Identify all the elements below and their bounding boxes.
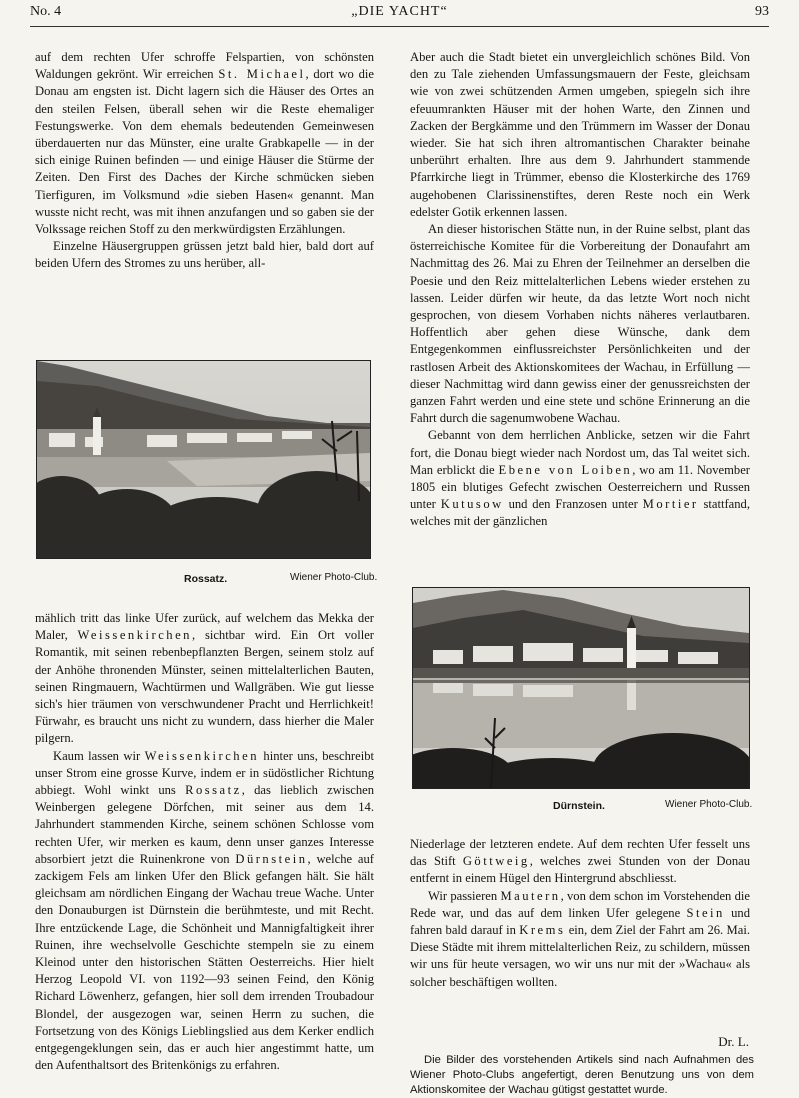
paragraph-text: Kaum lassen wir bbox=[53, 748, 145, 763]
paragraph-text: Einzelne Häusergruppen grüssen jetzt bald hier, bald dort auf beiden Ufern des Stromes zu uns herüber, all- bbox=[35, 239, 374, 271]
place-name: Rossatz bbox=[185, 783, 242, 798]
right-column-top bbox=[410, 49, 750, 531]
place-name: Weissenkirchen bbox=[144, 748, 259, 763]
paragraph bbox=[35, 238, 374, 272]
paragraph bbox=[35, 610, 374, 748]
paragraph-text: , von dem schon im Vorstehenden die Rede war, und das auf dem linken Ufer gelegene bbox=[410, 888, 750, 920]
paragraph-text: stattfand, welches mit der gänzlichen bbox=[410, 497, 750, 529]
place-name: St. Michael bbox=[218, 67, 306, 82]
paragraph-text: Aber auch die Stadt bietet ein unvergleichlich schönes Bild. Von den zu Tale ziehenden Umfassungsmauern der Feste, gleichsam wie von zwei schützenden Armen umgeben, spiegeln sich ihre efeuumrankten Häuser mit der hohen Warte, den Zinnen und Zacken der Bergkämme und den Trümmern im Wasser der Donau wieder. Sie hat sich ihren altromantischen Charakter beinahe unberührt erhalten. Ihre aus dem 9. Jahrhundert stammende Pfarrkirche liegt in Trümmer, ebenso die Klosterkirche des 1769 augehobenen Clarissinenstiftes, deren Reste noch ein Werk edelster Gotik erkennen lassen. bbox=[410, 50, 750, 219]
page-header bbox=[30, 4, 769, 26]
paragraph-text: An dieser historischen Stätte nun, in der Ruine selbst, plant das österreichische Komitee für die Vorbereitung der Donaufahrt am Nachmittag des 26. Mai zu Ehren der Teilnehmer an derselben die Poesie und den Reiz mittelalterlichen Lebens wieder erstehen zu lassen. Leider dürfen wir heute, da das letzte Wort noch nicht gesprochen, von diesem Vorhaben nichts näheres verlautbaren. Hoffentlich aber gehen diese Wünsche, dank dem Entgegenkommen einflussreichster Persönlichkeiten und der rastlosen Arbeit des Aktionskomitees der Wachau, in Erfüllung — dieser Nachmittag wird dann gewiss einer der genussreichsten der ganzen Fahrt werden und eine stete und schöne Erinnerung an die Fahrt durch die sagenumwobene Wachau. bbox=[410, 222, 750, 426]
paragraph-text: , das lieblich zwischen Weinbergen gelegene Dörfchen, mit seiner aus dem 14. Jahrhundert stammenden Kirche, seinem schönen Schlosse vom rechten Ufer, wir merken es kaum, denn unser ganzes Interesse absorbiert jetzt die Ruinenkrone von bbox=[35, 783, 374, 866]
left-column-bottom bbox=[35, 610, 374, 1074]
place-name: Mautern bbox=[500, 888, 561, 903]
photo2-credit: Wiener Photo-Club. bbox=[665, 799, 753, 810]
paragraph-text: , dort wo die Donau am engsten ist. Dicht lagern sich die Häuser des Ortes an den steilen Felsen, überall sehen wir die Reste ehemaliger Festungswerke. Von dem ehemals bedeutenden Gemeinwesen überdauerten nur das Münster, eine uralte Grabkapelle — in der sich einige Ruinen befinden — und einige Häuser die Stürme der Zeiten. Den First des Daches der Kirche schmücken sieben Tierfiguren, im Volksmund »die sieben Hasen« genannt. Man wusste nicht recht, was mit ihnen anzufangen und so gaben sie der Volkssage reichen Stoff zu den merkwürdigsten Erzählungen. bbox=[35, 67, 374, 237]
paragraph-text: Gebannt von dem herrlichen Anblicke, setzen wir die Fahrt fort, die Donau biegt wieder nach Nordost um, das Tal weitet sich. Man erblickt die bbox=[410, 428, 750, 477]
paragraph bbox=[35, 49, 374, 238]
note-text: Die Bilder des vorstehenden Artikels sind nach Aufnahmen des Wiener Photo-Clubs angefertigt, deren Benutzung uns von dem Aktionskomitee der Wachau gütigst gestattet wurde. bbox=[410, 1054, 754, 1096]
journal-title: „DIE YACHT“ bbox=[351, 4, 448, 19]
photo1-credit: Wiener Photo-Club. bbox=[290, 572, 378, 583]
left-column-top bbox=[35, 49, 374, 273]
place-name: Dürnstein bbox=[235, 851, 308, 866]
place-name: Ebene von Loiben bbox=[498, 462, 633, 477]
paragraph bbox=[410, 221, 750, 427]
place-name: Göttweig bbox=[462, 854, 530, 869]
place-name: Mortier bbox=[642, 497, 699, 512]
paragraph-text: Niederlage der letzteren endete. Auf dem rechten Ufer fesselt uns das Stift bbox=[410, 837, 750, 869]
issue-number: No. 4 bbox=[30, 4, 62, 19]
paragraph-text: , wo am 11. November 1805 ein blutiges Gefecht zwischen Oesterreichern und Russen unter bbox=[410, 462, 750, 512]
place-name: Stein bbox=[686, 905, 725, 920]
duernstein-image bbox=[413, 588, 749, 788]
paragraph-text: hinter uns, beschreibt unser Strom eine grosse Kurve, indem er in südöstlicher Richtung abbiegt. Wohl winkt uns bbox=[35, 748, 374, 798]
paragraph-text: Wir passieren bbox=[428, 888, 501, 903]
paragraph bbox=[410, 427, 750, 530]
photo2-caption: Dürnstein. bbox=[553, 800, 605, 812]
paragraph bbox=[410, 888, 750, 991]
paragraph-text: , welche auf zackigem Fels am linken Ufer den Blick gefangen hält. Sie hält gleichsam am nördlichen Eingang der Wachau treue Wache. Unter den Donauburgen ist Dürnstein die berühmteste, und mit Recht. Ihre entzückende Lage, die Schönheit und Mannigfaltigkeit ihrer Ruinen, ihre wechselvolle Geschichte stempeln sie zu einem Kleinod unter den historischen Stätten Oesterreichs. Hier hielt Herzog Leopold VI. von 1192—93 seinen Feind, den König Richard Löwenherz, gefangen, hier soll dem irrenden Troubadour Blondel, der ausgezogen war, seinen Herrn zu suchen, die Fortsetzung von des Königs Lieblingslied aus dem Kerker endlich entgegengeklungen sein, das er auch hier angestimmt hatte, um den Aufenthaltsort des Britenkönigs zu erfahren. bbox=[35, 851, 374, 1073]
place-name: Kutusow bbox=[440, 497, 504, 512]
paragraph bbox=[410, 836, 750, 888]
paragraph-text: und fahren bald darauf in bbox=[410, 905, 750, 938]
image-credit-note bbox=[410, 1053, 754, 1098]
paragraph-text: mählich tritt das linke Ufer zurück, auf welchem das Mekka der Maler, bbox=[35, 611, 374, 643]
header-rule bbox=[30, 26, 769, 27]
paragraph-text: , sichtbar wird. Ein Ort voller Romantik, mit seinen rebenbepflanzten Bergen, seinem stolz auf der Anhöhe thronenden Münster, seinen mittelalterlichen Bauten, seinen Ringmauern, Wachtürmen und Wallgräben. Wie gut liesse sich's hier träumen von verschwundener Pracht und Herrlichkeit! Fürwahr, es braucht uns nicht zu wundern, dass hierher die Maler pilgern. bbox=[35, 628, 374, 746]
author-signature: Dr. L. bbox=[718, 1034, 749, 1049]
place-name: Weissenkirchen bbox=[77, 628, 192, 643]
paragraph-text: ein, dem Ziel der Fahrt am 26. Mai. Diese Städte mit ihrem mittelalterlichen Reiz, zu schildern, müssen wir uns für heute versagen, wo wir uns nur mit der »Wachau« als solcher beschäftigen wollten. bbox=[410, 923, 750, 989]
photo1-caption: Rossatz. bbox=[184, 573, 228, 585]
place-name: Krems bbox=[519, 923, 566, 938]
paragraph-text: , welches zwei Stunden von der Donau entfernt in einem Hügel den Hintergrund abschliesst. bbox=[410, 854, 751, 886]
right-column-bottom bbox=[410, 836, 750, 991]
page-number: 93 bbox=[755, 4, 769, 19]
photo-rossatz bbox=[36, 360, 371, 559]
paragraph bbox=[410, 49, 750, 221]
paragraph-text: und den Franzosen unter bbox=[503, 497, 643, 512]
paragraph bbox=[35, 748, 374, 1075]
photo-duernstein bbox=[412, 587, 750, 789]
paragraph-text: auf dem rechten Ufer schroffe Felspartien, von schönsten Waldungen gekrönt. Wir erreichen bbox=[35, 50, 374, 82]
rossatz-image bbox=[37, 361, 370, 558]
